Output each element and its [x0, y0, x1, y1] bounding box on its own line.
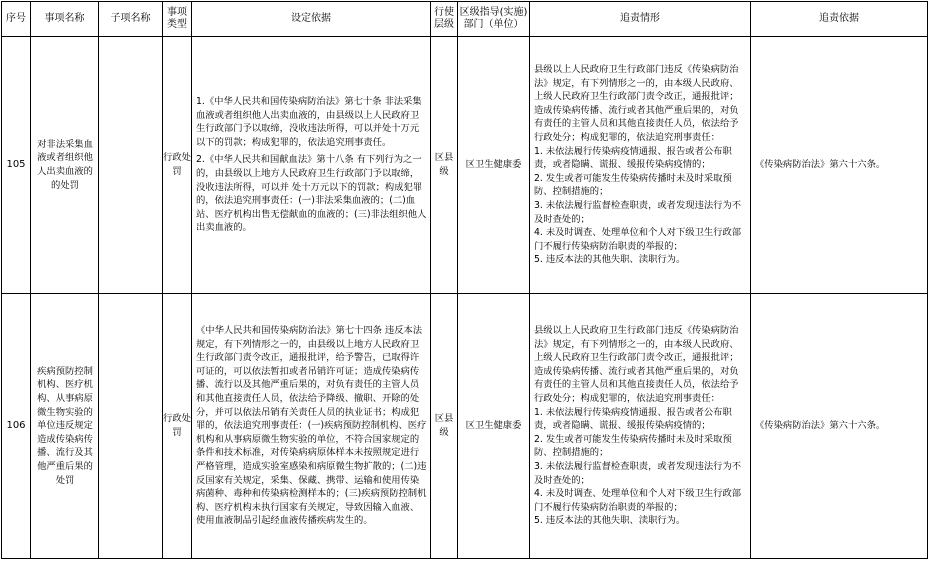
table-row [2, 37, 928, 294]
header-item-name: 事项名称 [31, 2, 99, 37]
table-row [2, 294, 928, 559]
row-accountability-basis [751, 294, 928, 559]
situation-item: 3. 未依法履行监督检查职责，或者发现违法行为不及时查处的； [534, 199, 742, 225]
situations-intro: 县级以上人民政府卫生行政部门违反《传染病防治法》规定，有下列情形之一的，由本级人民政府、上级人民政府卫生行政部门责令改正，通报批评；造成传染病传播、流行或者其他严重后果的，对负有责任的主管人员和其他直接责任人员，依法给予行政处分；构成犯罪的，依法追究刑事责任： [534, 64, 739, 144]
row-situations [530, 294, 751, 559]
situation-item: 1. 未依法履行传染病疫情通报、报告或者公布职责，或者隐瞒、谎报、缓报传染病疫情的； [534, 145, 732, 171]
row-basis [192, 37, 431, 294]
row-accountability-basis [751, 37, 928, 294]
situation-item: 2. 发生或者可能发生传染病传播时未及时采取预防、控制措施的； [534, 433, 732, 459]
row-situations [530, 37, 751, 294]
header-basis: 设定依据 [192, 2, 431, 37]
row-dept: 区卫生健康委 [458, 37, 530, 294]
header-situations: 追责情形 [530, 2, 751, 37]
row-level [431, 37, 458, 294]
basis-paragraph: 1.《中华人民共和国传染病防治法》第七十条 非法采集血液或者组织他人出卖血液的，由县级以上人民政府卫生行政部门予以取缔，没收违法所得，可以并处十万元以下的罚款；构成犯罪的，依法追究刑事责任。 [196, 96, 422, 148]
header-accountability-basis: 追责依据 [751, 2, 928, 37]
row-basis [192, 294, 431, 559]
accountability-basis-text: 《传染病防治法》第六十六条。 [755, 159, 886, 171]
row-seq: 105 [2, 37, 31, 294]
header-seq: 序号 [2, 2, 31, 37]
level-text: 区县级 [434, 152, 454, 177]
level-text: 区县级 [434, 413, 454, 438]
situation-item: 2. 发生或者可能发生传染病传播时未及时采取预防、控制措施的； [534, 172, 732, 198]
row-item-type [163, 294, 192, 559]
row-item-type [163, 37, 192, 294]
accountability-table [1, 1, 928, 559]
item-name-text: 对非法采集血液或者组织他人出卖血液的的处罚 [37, 138, 93, 191]
header-row [2, 2, 928, 37]
situations-intro: 县级以上人民政府卫生行政部门违反《传染病防治法》规定，有下列情形之一的，由本级人民政府、上级人民政府卫生行政部门责令改正，通报批评；造成传染病传播、流行或者其他严重后果的，对负有责任的主管人员和其他直接责任人员，依法给予行政处分；构成犯罪的，依法追究刑事责任： [534, 325, 739, 405]
row-dept: 区卫生健康委 [458, 294, 530, 559]
basis-paragraph: 2.《中华人民共和国献血法》第十八条 有下列行为之一的，由县级以上地方人民政府卫生行政部门予以取缔，没收违法所得，可以并 处十万元以下的罚款；构成犯罪的，依法追究刑事责任：(一)非法采集血液的；(二)血站、医疗机构出售无偿献血的血液的；(三)非法组织他人出卖血液的。 [196, 154, 427, 234]
header-sub-item-name: 子项名称 [99, 2, 163, 37]
situation-item: 3. 未依法履行监督检查职责，或者发现违法行为不及时查处的； [534, 460, 742, 486]
row-level [431, 294, 458, 559]
situation-item: 4. 未及时调查、处理单位和个人对下级卫生行政部门不履行传染病防治职责的举报的； [534, 488, 742, 513]
header-level: 行使层级 [431, 2, 458, 37]
row-sub-item-name [99, 37, 163, 294]
situation-item: 5. 违反本法的其他失职、渎职行为。 [534, 515, 686, 527]
row-item-name [31, 294, 99, 559]
row-sub-item-name [99, 294, 163, 559]
item-name-text: 疾病预防控制机构、医疗机构、从事病原微生物实验的单位违反规定造成传染病传播、流行及其他严重后果的处罚 [37, 365, 93, 486]
item-type-text: 行政处罚 [163, 152, 191, 177]
accountability-basis-text: 《传染病防治法》第六十六条。 [755, 420, 886, 432]
header-dept: 区级指导(实施)部门（单位） [458, 2, 530, 37]
situation-item: 5. 违反本法的其他失职、渎职行为。 [534, 254, 686, 266]
situation-item: 4. 未及时调查、处理单位和个人对下级卫生行政部门不履行传染病防治职责的举报的； [534, 227, 742, 252]
header-item-type: 事项类型 [163, 2, 192, 37]
situation-item: 1. 未依法履行传染病疫情通报、报告或者公布职责，或者隐瞒、谎报、缓报传染病疫情的； [534, 406, 732, 432]
row-item-name [31, 37, 99, 294]
item-type-text: 行政处罚 [163, 413, 191, 438]
basis-paragraph: 《中华人民共和国传染病防治法》第七十四条 违反本法规定，有下列情形之一的，由县级以上地方人民政府卫生行政部门责令改正，通报批评，给予警告，已取得许可证的，可以依法暂扣或者吊销许可证；造成传染病传播、流行以及其他严重后果的，对负有责任的主管人员和其他直接责任人员，依法给予降级、撤职、开除的处分，并可以依法吊销有关责任人员的执业证书；构成犯罪的，依法追究刑事责任：(一)疾病预防控制机构、医疗机构和从事病原微生物实验的单位，不符合国家规定的条件和技术标准，对传染病病原体样本未按照规定进行严格管理，造成实验室感染和病原微生物扩散的；(二)违反国家有关规定，采集、保藏、携带、运输和使用传染病菌种、毒种和传染病检测样本的；(三)疾病预防控制机构、医疗机构未执行国家有关规定，导致因输入血液、使用血液制品引起经血液传播疾病发生的。 [196, 325, 427, 527]
row-seq: 106 [2, 294, 31, 559]
